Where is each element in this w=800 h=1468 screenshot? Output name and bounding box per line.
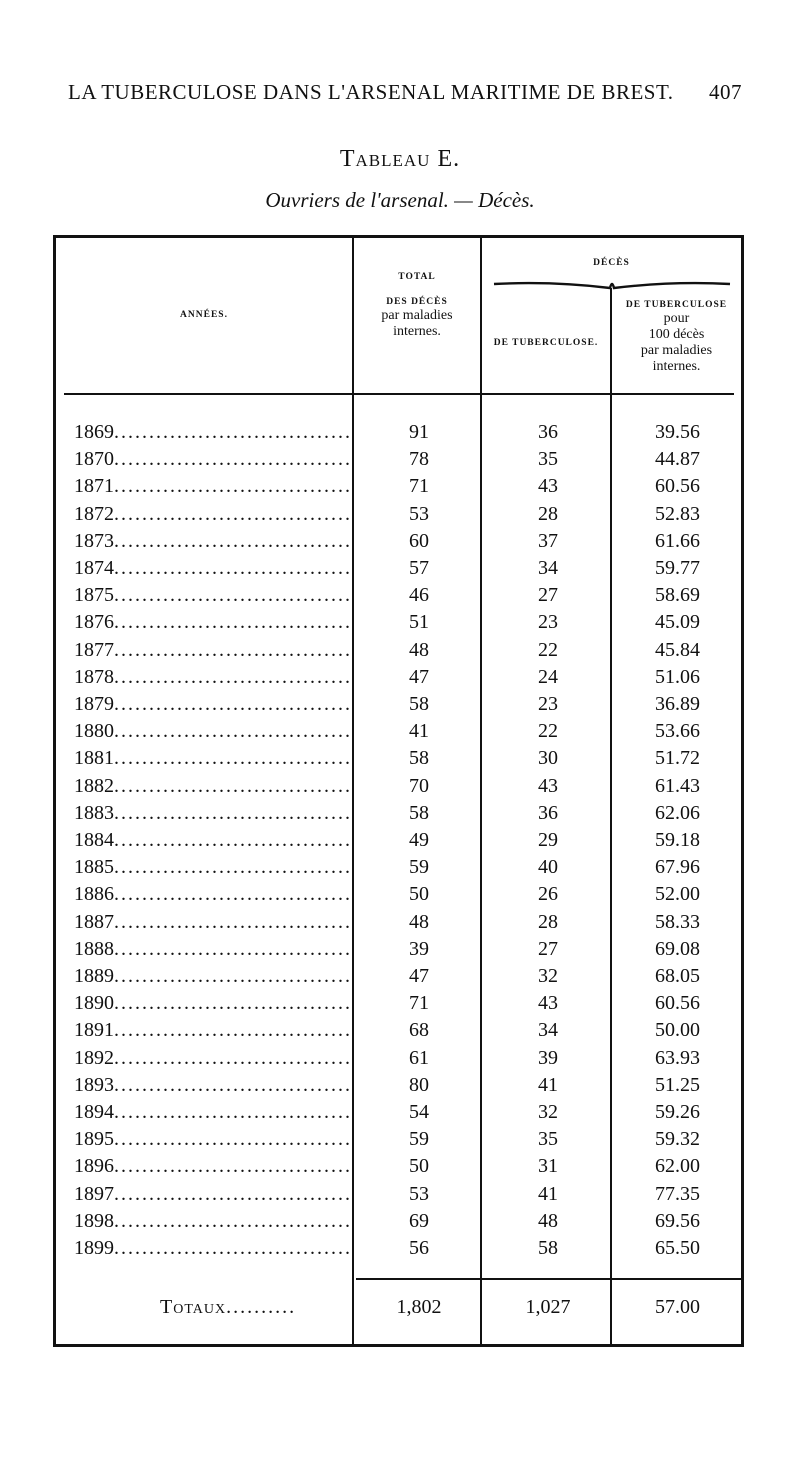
total-cell: 54 (409, 1101, 429, 1123)
table-row (56, 584, 741, 611)
tuberculose-cell: 35 (538, 1128, 558, 1151)
header-pct-line5: internes. (652, 359, 701, 375)
tuberculose-cell: 40 (538, 856, 558, 879)
pour-100-cell: 62.06 (655, 801, 700, 824)
table-row (56, 1074, 741, 1101)
brace-ornament (492, 278, 732, 290)
year-cell: 1894 ..... (74, 1101, 349, 1124)
totals-dots: .......... (226, 1296, 297, 1318)
pour-100-cell: 44.87 (655, 448, 700, 471)
table-row (56, 421, 741, 448)
total-cell: 59 (409, 1128, 429, 1151)
tuberculose-cell: 36 (538, 801, 558, 824)
table-subtitle: Ouvriers de l'arsenal. — Décès. (265, 188, 535, 212)
tuberculose-cell: 22 (538, 638, 558, 661)
header-total-line1: TOTAL (398, 272, 436, 282)
header-annees: ANNÉES. (180, 310, 228, 320)
total-cell: 47 (409, 965, 429, 987)
pour-100-cell: 77.35 (655, 1182, 700, 1205)
pour-100-cell: 59.32 (655, 1128, 700, 1151)
total-cell: 71 (409, 475, 429, 498)
year-cell: 1880 ..... (74, 720, 349, 743)
pour-100-cell: 69.56 (655, 1209, 700, 1232)
year-cell: 1878 ..... (74, 666, 349, 689)
year-cell: 1876 ..... (74, 611, 349, 634)
total-cell: 58 (409, 693, 429, 715)
tuberculose-cell: 29 (538, 829, 558, 851)
pour-100-cell: 51.06 (655, 665, 700, 688)
tuberculose-cell: 31 (538, 1155, 558, 1178)
table-row (56, 965, 741, 992)
year-cell: 1888 ..... (74, 938, 349, 961)
table-row (56, 530, 741, 557)
pour-100-cell: 51.72 (655, 747, 700, 770)
pour-100-cell: 63.93 (655, 1046, 700, 1069)
header-total-line4: internes. (393, 323, 441, 339)
totals-top-rule (356, 1278, 741, 1280)
tuberculose-cell: 34 (538, 557, 558, 579)
total-cell: 69 (409, 1209, 429, 1232)
year-cell: 1891 ..... (74, 1019, 349, 1042)
tuberculose-cell: 43 (538, 774, 558, 797)
pour-100-cell: 59.26 (655, 1101, 700, 1123)
total-cell: 68 (409, 1019, 429, 1042)
pour-100-cell: 65.50 (655, 1237, 700, 1259)
tuberculose-cell: 43 (538, 475, 558, 498)
total-cell: 48 (409, 910, 429, 933)
table-row (56, 475, 741, 502)
header-total-line3: par maladies (381, 307, 453, 323)
header-pct-line1: DE TUBERCULOSE (625, 300, 728, 310)
table-title: Tableau E. (339, 146, 461, 172)
tuberculose-cell: 43 (538, 992, 558, 1015)
table-row (56, 557, 741, 584)
table-row (56, 883, 741, 910)
year-cell: 1896 ..... (74, 1155, 349, 1178)
pour-100-cell: 45.09 (655, 611, 700, 634)
total-cell: 51 (409, 611, 429, 634)
tuberculose-cell: 39 (538, 1046, 558, 1069)
table-row (56, 1019, 741, 1046)
header-pct-line2: pour (663, 310, 690, 326)
page-number: 407 (709, 80, 742, 104)
year-cell: 1887 ..... (74, 911, 349, 934)
table-row (56, 802, 741, 829)
year-cell: 1882 ..... (74, 775, 349, 798)
tuberculose-cell: 28 (538, 502, 558, 525)
running-head-title: LA TUBERCULOSE DANS L'ARSENAL MARITIME DE BREST. (68, 80, 674, 104)
year-cell: 1875 ..... (74, 584, 349, 607)
running-head (68, 80, 742, 110)
tuberculose-cell: 41 (538, 1073, 558, 1096)
total-cell: 39 (409, 937, 429, 960)
table-row (56, 775, 741, 802)
pour-100-cell: 62.00 (655, 1155, 700, 1178)
table-row (56, 693, 741, 720)
total-cell: 46 (409, 584, 429, 607)
total-cell: 49 (409, 829, 429, 851)
table-row (56, 1210, 741, 1237)
total-cell: 58 (409, 747, 429, 770)
pour-100-cell: 59.18 (655, 829, 700, 851)
tuberculose-cell: 36 (538, 421, 558, 443)
pour-100-cell: 59.77 (655, 557, 700, 579)
year-cell: 1884 ..... (74, 829, 349, 852)
table-row (56, 911, 741, 938)
year-cell: 1869 ..... (74, 421, 349, 444)
tuberculose-cell: 48 (538, 1209, 558, 1232)
tuberculose-cell: 30 (538, 747, 558, 770)
total-cell: 70 (409, 774, 429, 797)
total-cell: 48 (409, 638, 429, 661)
pour-100-cell: 50.00 (655, 1019, 700, 1042)
table-row (56, 639, 741, 666)
data-table (53, 235, 744, 1347)
total-cell: 56 (409, 1237, 429, 1259)
year-cell: 1892 ..... (74, 1047, 349, 1070)
year-cell: 1871 ..... (74, 475, 349, 498)
tuberculose-cell: 27 (538, 584, 558, 607)
year-cell: 1895 ..... (74, 1128, 349, 1151)
total-cell: 80 (409, 1073, 429, 1096)
year-cell: 1879 ..... (74, 693, 349, 716)
totals-total: 1,802 (396, 1296, 442, 1318)
table-row (56, 1047, 741, 1074)
header-pct-line3: 100 décès (648, 327, 705, 343)
year-cell: 1898 ..... (74, 1210, 349, 1233)
table-row (56, 829, 741, 856)
year-cell: 1877 ..... (74, 639, 349, 662)
table-row (56, 1101, 741, 1128)
header-total (354, 272, 480, 340)
totals-pour-100: 57.00 (655, 1296, 700, 1318)
table-row (56, 747, 741, 774)
table-row (56, 856, 741, 883)
pour-100-cell: 39.56 (655, 421, 700, 443)
tuberculose-cell: 32 (538, 1101, 558, 1123)
pour-100-cell: 60.56 (655, 475, 700, 498)
header-pct-line4: par maladies (640, 343, 713, 359)
year-cell: 1886 ..... (74, 883, 349, 906)
pour-100-cell: 60.56 (655, 992, 700, 1015)
total-cell: 53 (409, 502, 429, 525)
total-cell: 50 (409, 883, 429, 906)
pour-100-cell: 67.96 (655, 856, 700, 879)
pour-100-cell: 51.25 (655, 1073, 700, 1096)
pour-100-cell: 52.00 (655, 883, 700, 906)
total-cell: 50 (409, 1155, 429, 1178)
year-cell: 1881 ..... (74, 747, 349, 770)
tuberculose-cell: 41 (538, 1182, 558, 1205)
table-row (56, 503, 741, 530)
table-row (56, 1237, 741, 1264)
pour-100-cell: 61.43 (655, 774, 700, 797)
total-cell: 78 (409, 448, 429, 471)
year-cell: 1872 ..... (74, 503, 349, 526)
year-cell: 1899 ..... (74, 1237, 349, 1260)
header-total-line2: DES DÉCÈS (386, 296, 448, 307)
year-cell: 1889 ..... (74, 965, 349, 988)
pour-100-cell: 61.66 (655, 529, 700, 552)
year-cell: 1885 ..... (74, 856, 349, 879)
tuberculose-cell: 32 (538, 965, 558, 987)
totals-tuberculose: 1,027 (525, 1296, 571, 1318)
total-cell: 41 (409, 720, 429, 743)
pour-100-cell: 36.89 (655, 693, 700, 715)
total-cell: 61 (409, 1046, 429, 1069)
table-row (56, 448, 741, 475)
table-row (56, 1128, 741, 1155)
table-row (56, 720, 741, 747)
header-pour-100 (612, 300, 741, 375)
pour-100-cell: 68.05 (655, 965, 700, 987)
totals-label: Totaux (160, 1296, 227, 1318)
table-row (56, 666, 741, 693)
table-row (56, 611, 741, 638)
year-cell: 1870 ..... (74, 448, 349, 471)
header-de-tuberculose: DE TUBERCULOSE. (493, 338, 599, 348)
tuberculose-cell: 37 (538, 529, 558, 552)
tuberculose-cell: 34 (538, 1019, 558, 1042)
year-cell: 1873 ..... (74, 530, 349, 553)
total-cell: 53 (409, 1182, 429, 1205)
total-cell: 71 (409, 992, 429, 1015)
header-bottom-rule (64, 393, 734, 395)
tuberculose-cell: 26 (538, 883, 558, 906)
tuberculose-cell: 35 (538, 448, 558, 471)
pour-100-cell: 52.83 (655, 502, 700, 525)
header-deces: DÉCÈS (593, 258, 630, 268)
total-cell: 58 (409, 801, 429, 824)
tuberculose-cell: 23 (538, 611, 558, 634)
total-cell: 60 (409, 529, 429, 552)
table-row (56, 1155, 741, 1182)
pour-100-cell: 53.66 (655, 720, 700, 743)
tuberculose-cell: 58 (538, 1237, 558, 1259)
year-cell: 1897 ..... (74, 1183, 349, 1206)
year-cell: 1893 ..... (74, 1074, 349, 1097)
year-cell: 1883 ..... (74, 802, 349, 825)
table-row (56, 992, 741, 1019)
pour-100-cell: 69.08 (655, 937, 700, 960)
total-cell: 57 (409, 557, 429, 579)
pour-100-cell: 45.84 (655, 638, 700, 661)
tuberculose-cell: 27 (538, 937, 558, 960)
table-row (56, 1183, 741, 1210)
tuberculose-cell: 22 (538, 720, 558, 743)
year-cell: 1890 ..... (74, 992, 349, 1015)
total-cell: 59 (409, 856, 429, 879)
totals-row (56, 1296, 741, 1323)
tuberculose-cell: 28 (538, 910, 558, 933)
year-cell: 1874 ..... (74, 557, 349, 580)
total-cell: 47 (409, 665, 429, 688)
tuberculose-cell: 23 (538, 693, 558, 715)
total-cell: 91 (409, 421, 429, 443)
table-row (56, 938, 741, 965)
totals-label-cell (160, 1296, 350, 1319)
pour-100-cell: 58.69 (655, 584, 700, 607)
tuberculose-cell: 24 (538, 665, 558, 688)
pour-100-cell: 58.33 (655, 910, 700, 933)
